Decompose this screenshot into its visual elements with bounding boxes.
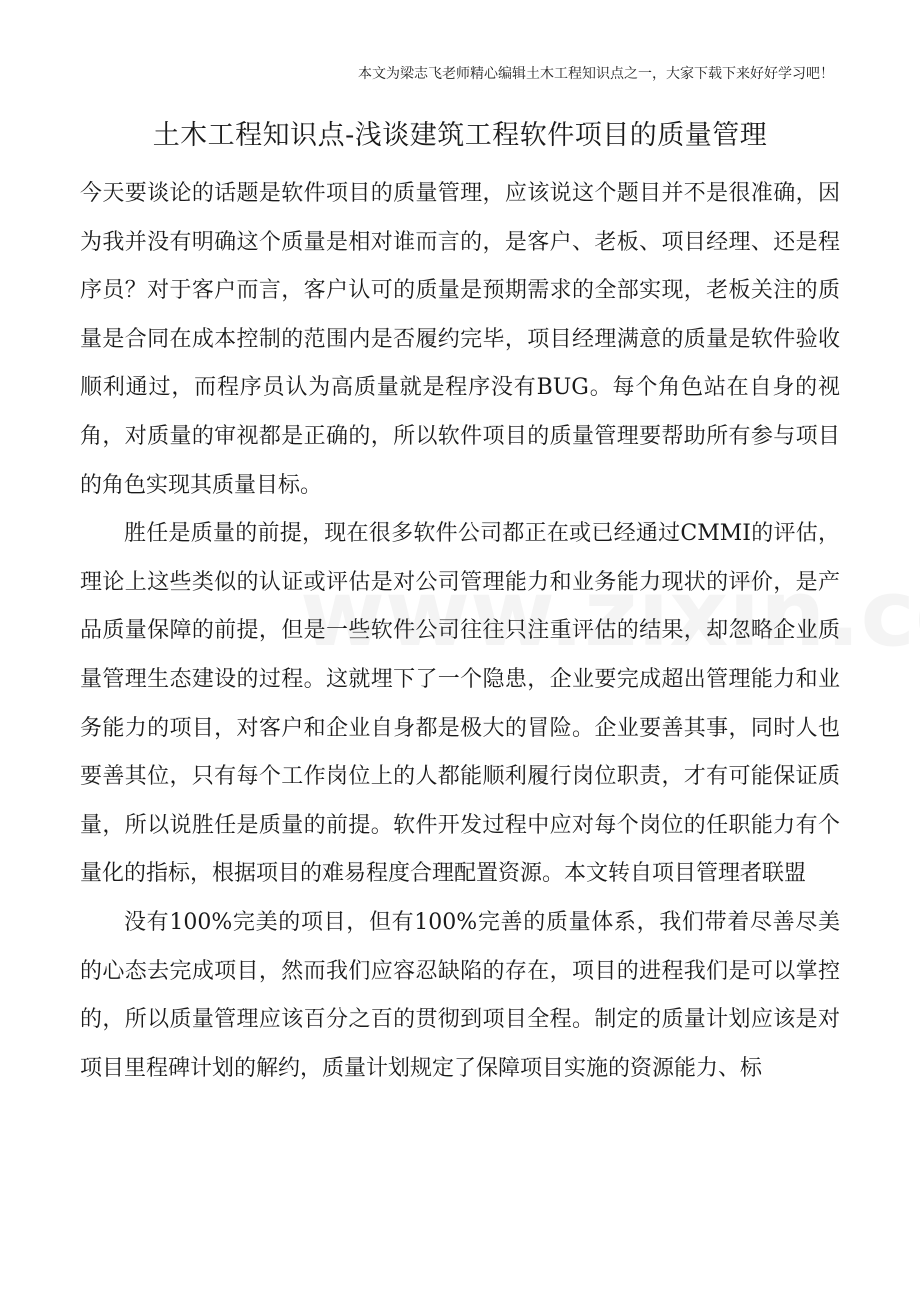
document-body bbox=[80, 170, 840, 1093]
paragraph-1: 今天要谈论的话题是软件项目的质量管理，应该说这个题目并不是很准确，因为我并没有明确这个质量是相对谁而言的，是客户、老板、项目经理、还是程序员？对于客户而言，客户认可的质量是预期需求的全部实现，老板关注的质量是合同在成本控制的范围内是否履约完毕，项目经理满意的质量是软件验收顺利通过，而程序员认为高质量就是程序没有BUG。每个角色站在自身的视角，对质量的审视都是正确的，所以软件项目的质量管理要帮助所有参与项目的角色实现其质量目标。 bbox=[80, 181, 840, 498]
paragraph-3: 没有100%完美的项目，但有100%完善的质量体系，我们带着尽善尽美的心态去完成项目，然而我们应容忍缺陷的存在，项目的进程我们是可以掌控的，所以质量管理应该百分之百的贯彻到项目全程。制定的质量计划应该是对项目里程碑计划的解约，质量计划规定了保障项目实施的资源能力、标 bbox=[80, 909, 840, 1081]
paragraph-2: 胜任是质量的前提，现在很多软件公司都正在或已经通过CMMI的评估，理论上这些类似的认证或评估是对公司管理能力和业务能力现状的评价，是产品质量保障的前提，但是一些软件公司往往只注重评估的结果，却忽略企业质量管理生态建设的过程。这就埋下了一个隐患，企业要完成超出管理能力和业务能力的项目，对客户和企业自身都是极大的冒险。企业要善其事，同时人也要善其位，只有每个工作岗位上的人都能顺利履行岗位职责，才有可能保证质量，所以说胜任是质量的前提。软件开发过程中应对每个岗位的任职能力有个量化的指标，根据项目的难易程度合理配置资源。本文转自项目管理者联盟 bbox=[80, 521, 840, 887]
header-note: 本文为梁志飞老师精心编辑土木工程知识点之一，大家下载下来好好学习吧！ bbox=[358, 66, 834, 82]
document-title: 土木工程知识点-浅谈建筑工程软件项目的质量管理 bbox=[152, 120, 768, 151]
